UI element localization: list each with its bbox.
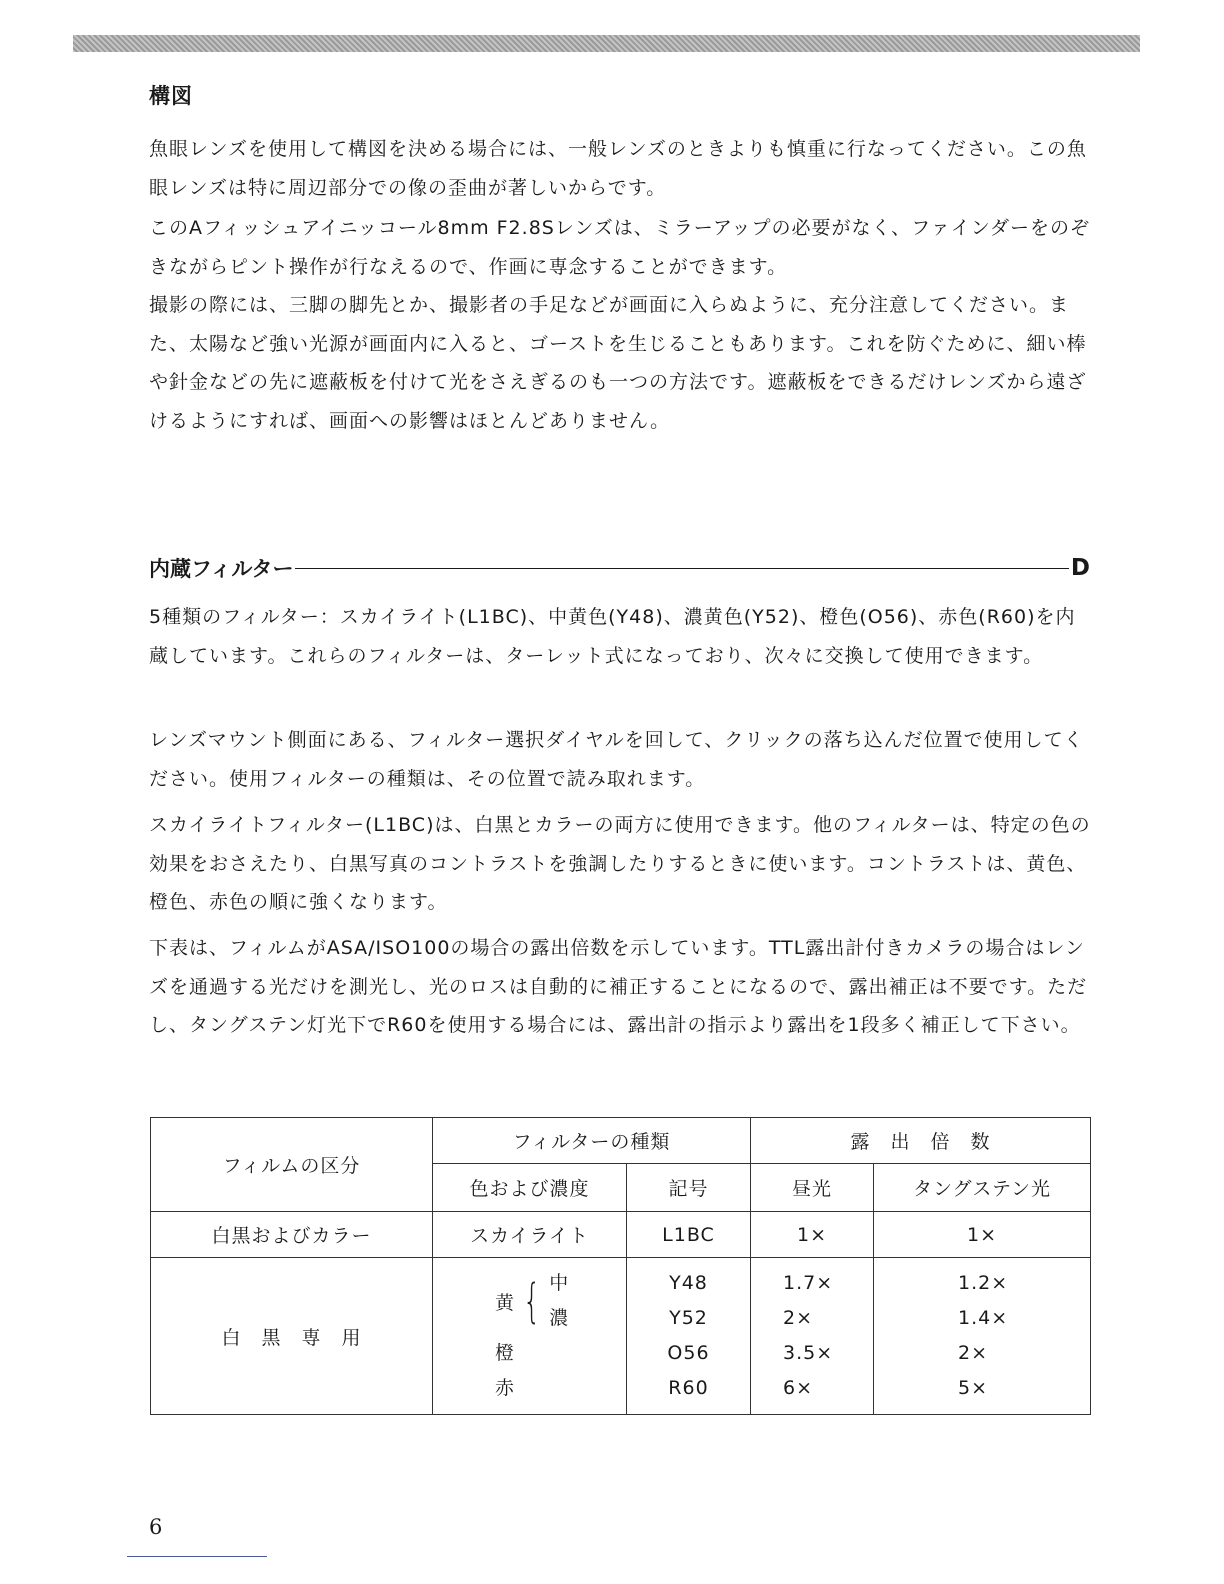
row2-symbols xyxy=(627,1258,751,1415)
row1-film: 白黒およびカラー xyxy=(151,1212,433,1258)
footer-line xyxy=(127,1556,267,1557)
table-header-row xyxy=(151,1118,1091,1164)
table-row xyxy=(151,1212,1091,1258)
daylight-r60: 6× xyxy=(783,1377,814,1399)
yellow-medium-label: 中 xyxy=(549,1272,570,1294)
yellow-group xyxy=(433,1266,626,1336)
section-marker: D xyxy=(1070,555,1090,581)
section-heading-composition: 構図 xyxy=(149,84,193,108)
row2-color-cell xyxy=(433,1258,627,1415)
page-number: 6 xyxy=(149,1515,163,1539)
tungsten-stack xyxy=(874,1266,1090,1406)
section-heading-builtin-filter xyxy=(149,552,1090,584)
daylight-stack xyxy=(751,1266,873,1406)
header-color-density: 色および濃度 xyxy=(433,1164,627,1212)
daylight-o56: 3.5× xyxy=(783,1342,834,1364)
row2-daylight xyxy=(751,1258,874,1415)
header-symbol: 記号 xyxy=(627,1164,751,1212)
yellow-sublabels xyxy=(549,1266,569,1336)
yellow-label: 黄 xyxy=(495,1291,516,1314)
symbol-o56: O56 xyxy=(667,1342,710,1364)
row1-tungsten: 1× xyxy=(874,1212,1091,1258)
row1-symbol: L1BC xyxy=(627,1212,751,1258)
row2-tungsten xyxy=(874,1258,1091,1415)
tungsten-y48: 1.2× xyxy=(958,1272,1009,1294)
header-film-type: フィルムの区分 xyxy=(151,1118,433,1212)
top-decorative-bar xyxy=(73,35,1140,52)
paragraph-composition-1: 魚眼レンズを使用して構図を決める場合には、一般レンズのときよりも慎重に行なってください。この魚眼レンズは特に周辺部分での像の歪曲が著しいからです。 xyxy=(149,138,1087,199)
orange-label: 橙 xyxy=(495,1342,516,1364)
paragraph-composition-3: 撮影の際には、三脚の脚先とか、撮影者の手足などが画面に入らぬように、充分注意してください。また、太陽など強い光源が画面内に入ると、ゴーストを生じることもあります。これを防ぐために、細い棒や針金などの先に遮蔽板を付けて光をさえぎるのも一つの方法です。遮蔽板をできるだけレンズから遠ざけるようにすれば、画面への影響はほとんどありません。 xyxy=(149,294,1087,432)
paragraph-filter-4: 下表は、フィルムがASA/ISO100の場合の露出倍数を示しています。TTL露出計付きカメラの場合はレンズを通過する光だけを測光し、光のロスは自動的に補正することになるので、露出補正は不要です。ただし、タングステン灯光下でR60を使用する場合には、露出計の指示より露出を1段多く補正して下さい。 xyxy=(149,937,1088,1037)
row2-film xyxy=(151,1258,433,1415)
daylight-y48: 1.7× xyxy=(783,1272,834,1294)
tungsten-y52: 1.4× xyxy=(958,1307,1009,1329)
yellow-dark-label: 濃 xyxy=(549,1307,570,1329)
symbol-stack xyxy=(627,1266,750,1406)
daylight-y52: 2× xyxy=(783,1307,814,1329)
red-label: 赤 xyxy=(495,1377,516,1399)
row1-daylight: 1× xyxy=(751,1212,874,1258)
paragraph-composition-2: このAフィッシュアイニッコール8mm F2.8Sレンズは、ミラーアップの必要がなく、ファインダーをのぞきながらピント操作が行なえるので、作画に専念することができます。 xyxy=(149,217,1090,278)
symbol-r60: R60 xyxy=(668,1377,709,1399)
header-daylight: 昼光 xyxy=(751,1164,874,1212)
brace-icon: { xyxy=(523,1274,542,1328)
header-exposure-factor: 露 出 倍 数 xyxy=(751,1118,1091,1164)
symbol-y48: Y48 xyxy=(669,1272,708,1294)
tungsten-o56: 2× xyxy=(958,1342,989,1364)
paragraph-filter-2: レンズマウント側面にある、フィルター選択ダイヤルを回して、クリックの落ち込んだ位置で使用してください。使用フィルターの種類は、その位置で読み取れます。 xyxy=(149,729,1084,790)
builtin-filter-title: 内蔵フィルター xyxy=(149,557,294,581)
exposure-factor-table xyxy=(150,1117,1091,1415)
header-filter-type: フィルターの種類 xyxy=(433,1118,751,1164)
header-tungsten: タングステン光 xyxy=(874,1164,1091,1212)
symbol-y52: Y52 xyxy=(669,1307,708,1329)
row1-color: スカイライト xyxy=(433,1212,627,1258)
table-row xyxy=(151,1258,1091,1415)
paragraph-filter-3: スカイライトフィルター(L1BC)は、白黒とカラーの両方に使用できます。他のフィルターは、特定の色の効果をおさえたり、白黒写真のコントラストを強調したりするときに使います。コントラストは、黄色、橙色、赤色の順に強くなります。 xyxy=(149,814,1091,914)
row2-film-label: 白 黒 専 用 xyxy=(221,1326,362,1349)
paragraph-filter-1: 5種類のフィルター：スカイライト(L1BC)、中黄色(Y48)、濃黄色(Y52)、橙色(O56)、赤色(R60)を内蔵しています。これらのフィルターは、ターレット式になっており、次々に交換して使用できます。 xyxy=(149,606,1076,667)
tungsten-r60: 5× xyxy=(958,1377,989,1399)
heading-rule xyxy=(295,568,1068,569)
